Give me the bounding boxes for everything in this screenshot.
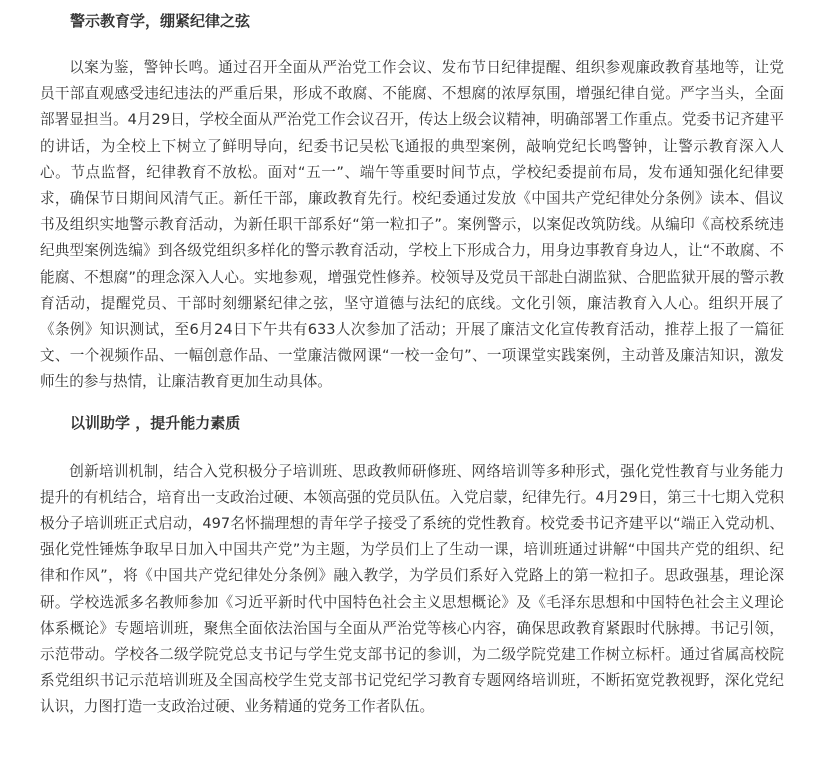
section-title-training: 以训助学 ，提升能力素质 (70, 413, 241, 432)
paragraph-warning-education: 以案为鉴，警钟长鸣。通过召开全面从严治党工作会议、发布节日纪律提醒、组织参观廉政教育基地等，让党员干部直观感受违纪违法的严重后果，形成不敢腐、不能腐、不想腐的浓厚氛围，增强纪律自觉。严字当头，全面部署显担当。4月29日，学校全面从严治党工作会议召开，传达上级会议精神，明确部署工作重点。党委书记齐建平的讲话，为全校上下树立了鲜明导向，纪委书记吴松飞通报的典型案例，敲响党纪长鸣警钟，让警示教育深入人心。节点监督，纪律教育不放松。面对“五一”、端午等重要时间节点，学校纪委提前布局，发布通知强化纪律要求，确保节日期间风清气正。新任干部，廉政教育先行。校纪委通过发放《中国共产党纪律处分条例》读本、倡议书及组织实地警示教育活动，为新任职干部系好“第一粒扣子”。案例警示，以案促改筑防线。从编印《高校系统违纪典型案例选编》到各级党组织多样化的警示教育活动，学校上下形成合力，用身边事教育身边人，让“不敢腐、不能腐、不想腐”的理念深入人心。实地参观，增强党性修养。校领导及党员干部赴白湖监狱、合肥监狱开展的警示教育活动，提醒党员、干部时刻绷紧纪律之弦，坚守道德与法纪的底线。文化引领，廉洁教育入人心。组织开展了《条例》知识测试，至6月24日下午共有633人次参加了活动；开展了廉洁文化宣传教育活动，推荐上报了一篇征文、一个视频作品、一幅创意作品、一堂廉洁微网课“一校一金句”、一项课堂实践案例，主动普及廉洁知识，激发师生的参与热情，让廉洁教育更加生动具体。 (40, 59, 784, 391)
article (40, 0, 784, 721)
paragraph-training: 创新培训机制，结合入党积极分子培训班、思政教师研修班、网络培训等多种形式，强化党性教育与业务能力提升的有机结合，培育出一支政治过硬、本领高强的党员队伍。入党启蒙，纪律先行。4月29日，第三十七期入党积极分子培训班正式启动，497名怀揣理想的青年学子接受了系统的党性教育。校党委书记齐建平以“端正入党动机、强化党性锤炼争取早日加入中国共产党”为主题，为学员们上了生动一课，培训班通过讲解“中国共产党的组织、纪律和作风”，将《中国共产党纪律处分条例》融入教学，为学员们系好入党路上的第一粒扣子。思政强基，理论深研。学校选派多名教师参加《习近平新时代中国特色社会主义思想概论》及《毛泽东思想和中国特色社会主义理论体系概论》专题培训班，聚焦全面依法治国与全面从严治党等核心内容，确保思政教育紧跟时代脉搏。书记引领，示范带动。学校各二级学院党总支书记与学生党支部书记的参训，为二级学院党建工作树立标杆。通过省属高校院系党组织书记示范培训班及全国高校学生党支部书记党纪学习教育专题网络培训班，不断拓宽党教视野，深化党纪认识，力图打造一支政治过硬、业务精通的党务工作者队伍。 (40, 462, 784, 716)
section-title-warning-education: 警示教育学，绷紧纪律之弦 (70, 12, 251, 30)
